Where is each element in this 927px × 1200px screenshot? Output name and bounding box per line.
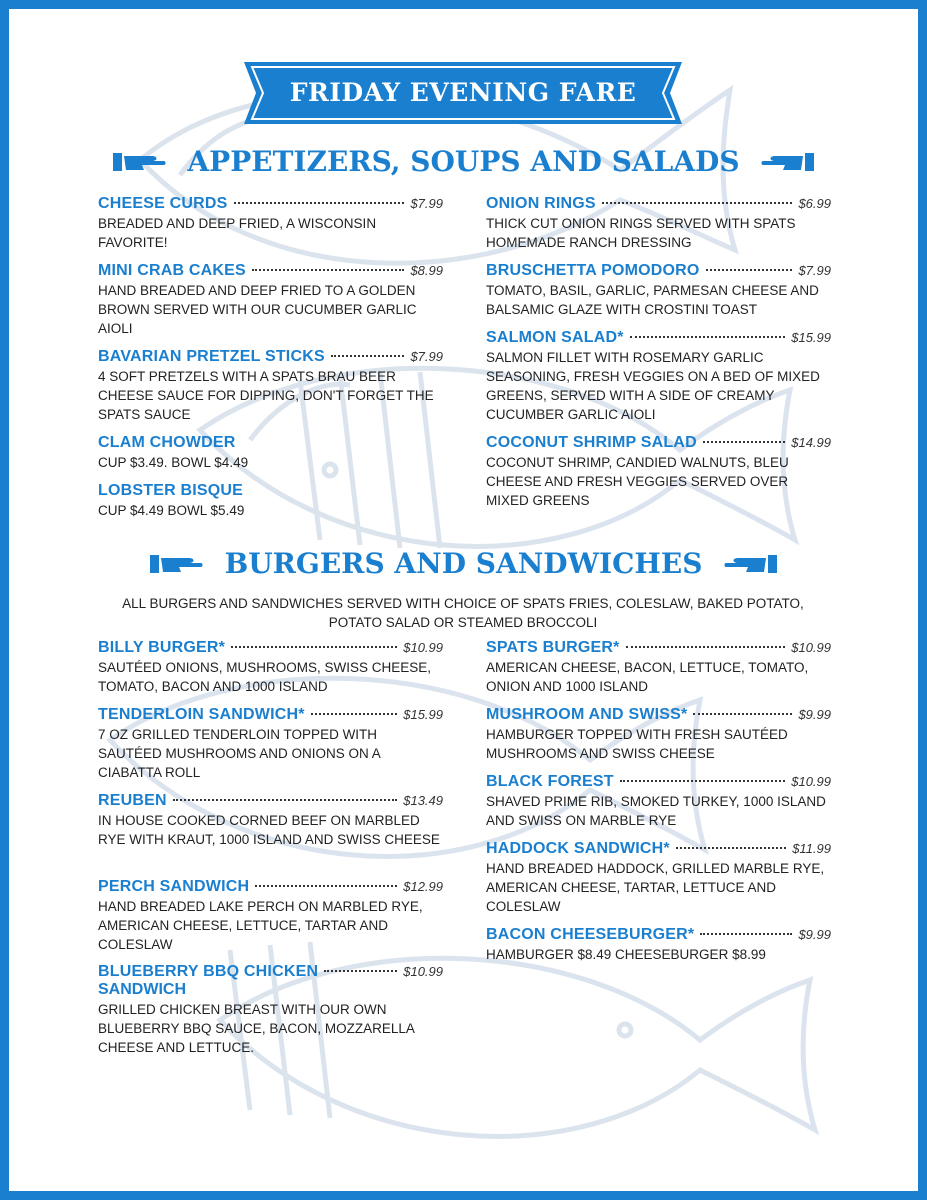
menu-item: [486, 840, 831, 916]
item-name: BACON CHEESEBURGER*: [486, 926, 695, 943]
menu-item: [98, 639, 443, 696]
item-name: BLUEBERRY BBQ CHICKEN: [98, 963, 319, 980]
menu-item: [98, 262, 443, 338]
menu-item: [486, 926, 831, 964]
item-description: HAND BREADED LAKE PERCH ON MARBLED RYE, AMERICAN CHEESE, LETTUCE, TARTAR AND COLESLAW: [98, 899, 423, 952]
item-name: BILLY BURGER*: [98, 639, 226, 656]
item-price: $7.99: [410, 349, 443, 364]
leader-dots: [626, 646, 786, 648]
item-description: BREADED AND DEEP FRIED, A WISCONSIN FAVORITE!: [98, 216, 377, 250]
appetizers-heading: [0, 143, 927, 178]
menu-item: [98, 482, 443, 520]
item-name: BLACK FOREST: [486, 773, 614, 790]
item-name: HADDOCK SANDWICH*: [486, 840, 670, 857]
item-price: $15.99: [791, 330, 831, 345]
leader-dots: [693, 713, 792, 715]
item-description: CUP $3.49. BOWL $4.49: [98, 455, 249, 470]
menu-item: [98, 963, 443, 1057]
item-description: SALMON FILLET WITH ROSEMARY GARLIC SEASONING, FRESH VEGGIES ON A BED OF MIXED GREENS, SERVED WITH A SIDE OF CREAMY CUCUMBER GARLIC AIOLI: [486, 350, 820, 422]
burgers-title: BURGERS AND SANDWICHES: [224, 547, 703, 580]
burgers-heading: [0, 545, 927, 580]
leader-dots: [311, 713, 398, 715]
item-price: $15.99: [403, 707, 443, 722]
pointing-hand-right-icon: [149, 552, 203, 576]
item-name: SALMON SALAD*: [486, 329, 624, 346]
item-name: COCONUT SHRIMP SALAD: [486, 434, 697, 451]
item-name: PERCH SANDWICH: [98, 878, 250, 895]
item-price: $14.99: [791, 435, 831, 450]
item-name-line2: SANDWICH: [98, 981, 186, 998]
leader-dots: [630, 336, 786, 338]
title-banner: [244, 62, 682, 124]
item-price: $10.99: [403, 964, 443, 979]
item-name: CHEESE CURDS: [98, 195, 228, 212]
item-price: $11.99: [792, 841, 831, 856]
item-name: CLAM CHOWDER: [98, 434, 236, 451]
menu-item: [98, 195, 443, 252]
item-description: SHAVED PRIME RIB, SMOKED TURKEY, 1000 ISLAND AND SWISS ON MARBLE RYE: [486, 794, 826, 828]
item-price: $10.99: [791, 640, 831, 655]
item-description: IN HOUSE COOKED CORNED BEEF ON MARBLED RYE WITH KRAUT, 1000 ISLAND AND SWISS CHEESE: [98, 813, 440, 847]
leader-dots: [706, 269, 793, 271]
item-name: BRUSCHETTA POMODORO: [486, 262, 700, 279]
menu-item: [486, 773, 831, 830]
leader-dots: [324, 970, 397, 972]
leader-dots: [602, 202, 793, 204]
pointing-hand-left-icon: [761, 150, 815, 174]
item-price: $8.99: [410, 263, 443, 278]
item-description: GRILLED CHICKEN BREAST WITH OUR OWN BLUEBERRY BBQ SAUCE, BACON, MOZZARELLA CHEESE AND LETTUCE.: [98, 1002, 415, 1055]
menu-item: [98, 434, 443, 472]
item-description: CUP $4.49 BOWL $5.49: [98, 503, 245, 518]
leader-dots: [255, 885, 397, 887]
leader-dots: [676, 847, 786, 849]
leader-dots: [231, 646, 397, 648]
item-description: HAND BREADED AND DEEP FRIED TO A GOLDEN BROWN SERVED WITH OUR CUCUMBER GARLIC AIOLI: [98, 283, 417, 336]
item-description: THICK CUT ONION RINGS SERVED WITH SPATS HOMEMADE RANCH DRESSING: [486, 216, 796, 250]
item-description: SAUTÉED ONIONS, MUSHROOMS, SWISS CHEESE, TOMATO, BACON AND 1000 ISLAND: [98, 660, 432, 694]
menu-item: [486, 434, 831, 510]
leader-dots: [173, 799, 397, 801]
item-price: $13.49: [403, 793, 443, 808]
item-description: HAND BREADED HADDOCK, GRILLED MARBLE RYE, AMERICAN CHEESE, TARTAR, LETTUCE AND COLESLAW: [486, 861, 825, 914]
item-description: COCONUT SHRIMP, CANDIED WALNUTS, BLEU CHEESE AND FRESH VEGGIES SERVED OVER MIXED GREENS: [486, 455, 789, 508]
item-name: REUBEN: [98, 792, 167, 809]
menu-item: [98, 348, 443, 424]
item-name: LOBSTER BISQUE: [98, 482, 244, 499]
appetizers-title: APPETIZERS, SOUPS AND SALADS: [187, 145, 740, 178]
item-description: 4 SOFT PRETZELS WITH A SPATS BRAU BEER CHEESE SAUCE FOR DIPPING, DON'T FORGET THE SPATS SAUCE: [98, 369, 434, 422]
leader-dots: [331, 355, 405, 357]
item-price: $6.99: [798, 196, 831, 211]
item-price: $12.99: [403, 879, 443, 894]
item-price: $10.99: [403, 640, 443, 655]
pointing-hand-left-icon: [724, 552, 778, 576]
item-price: $9.99: [798, 707, 831, 722]
item-name: SPATS BURGER*: [486, 639, 620, 656]
item-name: TENDERLOIN SANDWICH*: [98, 706, 305, 723]
item-description: HAMBURGER TOPPED WITH FRESH SAUTÉED MUSHROOMS AND SWISS CHEESE: [486, 727, 788, 761]
leader-dots: [234, 202, 405, 204]
leader-dots: [252, 269, 405, 271]
menu-item: [98, 792, 443, 849]
item-price: $7.99: [798, 263, 831, 278]
burgers-sides-note: ALL BURGERS AND SANDWICHES SERVED WITH CHOICE OF SPATS FRIES, COLESLAW, BAKED POTATO, POTATO SALAD OR STEAMED BROCCOLI: [122, 596, 804, 630]
item-description: TOMATO, BASIL, GARLIC, PARMESAN CHEESE AND BALSAMIC GLAZE WITH CROSTINI TOAST: [486, 283, 819, 317]
menu-item: [486, 706, 831, 763]
item-price: $7.99: [410, 196, 443, 211]
menu-item: [486, 329, 831, 424]
leader-dots: [700, 933, 792, 935]
menu-item: [486, 639, 831, 696]
menu-item: [486, 262, 831, 319]
menu-item: [486, 195, 831, 252]
page-title: FRIDAY EVENING FARE: [289, 78, 637, 107]
item-name: MUSHROOM AND SWISS*: [486, 706, 688, 723]
item-name: BAVARIAN PRETZEL STICKS: [98, 348, 325, 365]
menu-item: [98, 706, 443, 782]
item-price: $9.99: [798, 927, 831, 942]
pointing-hand-right-icon: [112, 150, 166, 174]
leader-dots: [703, 441, 785, 443]
item-description: AMERICAN CHEESE, BACON, LETTUCE, TOMATO, ONION AND 1000 ISLAND: [486, 660, 809, 694]
item-name: MINI CRAB CAKES: [98, 262, 246, 279]
menu-item: [98, 878, 443, 954]
item-price: $10.99: [791, 774, 831, 789]
item-description: 7 OZ GRILLED TENDERLOIN TOPPED WITH SAUTÉED MUSHROOMS AND ONIONS ON A CIABATTA ROLL: [98, 727, 381, 780]
item-description: HAMBURGER $8.49 CHEESEBURGER $8.99: [486, 947, 766, 962]
leader-dots: [620, 780, 786, 782]
item-name: ONION RINGS: [486, 195, 596, 212]
